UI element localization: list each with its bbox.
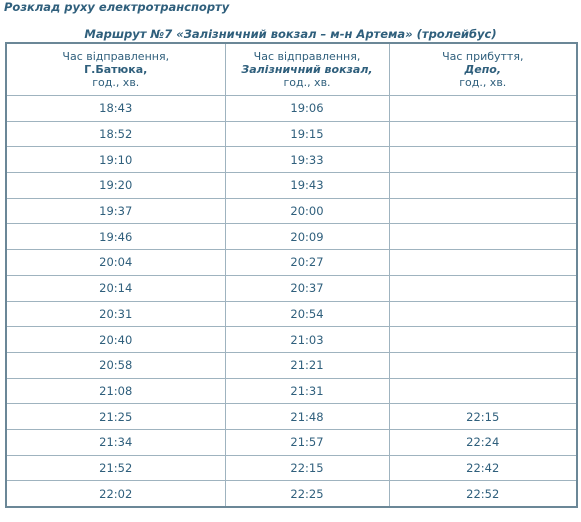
- cell-depot-arrival: 22:15: [389, 404, 577, 430]
- table-row: [6, 481, 577, 507]
- table-row: [6, 173, 577, 199]
- cell-batiuka-departure: 19:37: [6, 198, 225, 224]
- table-row: [6, 224, 577, 250]
- cell-batiuka-departure: 20:14: [6, 275, 225, 301]
- cell-batiuka-departure: 21:52: [6, 455, 225, 481]
- column-header-place: Депо,: [464, 63, 502, 76]
- column-header-label: Час відправлення,: [62, 50, 170, 63]
- table-row: [6, 198, 577, 224]
- cell-depot-arrival: [389, 96, 577, 122]
- cell-depot-arrival: [389, 378, 577, 404]
- cell-depot-arrival: 22:52: [389, 481, 577, 507]
- table-row: [6, 352, 577, 378]
- column-header-units: год., хв.: [92, 76, 140, 89]
- cell-depot-arrival: 22:42: [389, 455, 577, 481]
- cell-station-departure: 22:25: [225, 481, 389, 507]
- cell-batiuka-departure: 18:52: [6, 121, 225, 147]
- cell-depot-arrival: [389, 250, 577, 276]
- cell-station-departure: 20:37: [225, 275, 389, 301]
- cell-station-departure: 21:03: [225, 327, 389, 353]
- column-header-place: Залізничний вокзал,: [241, 63, 373, 76]
- table-row: [6, 96, 577, 122]
- table-row: [6, 327, 577, 353]
- cell-station-departure: 19:43: [225, 173, 389, 199]
- schedule-table: [5, 42, 578, 508]
- cell-station-departure: 19:15: [225, 121, 389, 147]
- cell-depot-arrival: [389, 275, 577, 301]
- cell-station-departure: 19:06: [225, 96, 389, 122]
- table-row: [6, 404, 577, 430]
- cell-batiuka-departure: 20:40: [6, 327, 225, 353]
- cell-batiuka-departure: 21:34: [6, 429, 225, 455]
- cell-station-departure: 20:09: [225, 224, 389, 250]
- cell-depot-arrival: [389, 121, 577, 147]
- cell-station-departure: 20:54: [225, 301, 389, 327]
- cell-batiuka-departure: 19:46: [6, 224, 225, 250]
- header-row: [6, 43, 577, 96]
- cell-batiuka-departure: 20:31: [6, 301, 225, 327]
- cell-batiuka-departure: 21:25: [6, 404, 225, 430]
- column-header-depot: [389, 43, 577, 96]
- cell-batiuka-departure: 22:02: [6, 481, 225, 507]
- cell-depot-arrival: [389, 173, 577, 199]
- cell-station-departure: 21:21: [225, 352, 389, 378]
- cell-depot-arrival: [389, 301, 577, 327]
- cell-batiuka-departure: 18:43: [6, 96, 225, 122]
- cell-station-departure: 19:33: [225, 147, 389, 173]
- cell-batiuka-departure: 20:58: [6, 352, 225, 378]
- cell-batiuka-departure: 20:04: [6, 250, 225, 276]
- table-row: [6, 250, 577, 276]
- column-header-place: Г.Батюка,: [84, 63, 148, 76]
- table-row: [6, 429, 577, 455]
- page-heading: Розклад руху електротранспорту: [4, 0, 230, 14]
- column-header-station: [225, 43, 389, 96]
- table-row: [6, 121, 577, 147]
- route-caption: Маршрут №7 «Залізничний вокзал – м-н Артема» (тролейбус): [84, 27, 497, 41]
- column-header-label: Час прибуття,: [442, 50, 524, 63]
- column-header-batiuka: [6, 43, 225, 96]
- table-row: [6, 147, 577, 173]
- cell-depot-arrival: 22:24: [389, 429, 577, 455]
- cell-depot-arrival: [389, 352, 577, 378]
- column-header-units: год., хв.: [283, 76, 331, 89]
- cell-station-departure: 20:00: [225, 198, 389, 224]
- column-header-label: Час відправлення,: [253, 50, 361, 63]
- cell-station-departure: 22:15: [225, 455, 389, 481]
- table-row: [6, 455, 577, 481]
- cell-depot-arrival: [389, 198, 577, 224]
- cell-batiuka-departure: 21:08: [6, 378, 225, 404]
- cell-station-departure: 20:27: [225, 250, 389, 276]
- cell-depot-arrival: [389, 327, 577, 353]
- column-header-units: год., хв.: [459, 76, 507, 89]
- cell-batiuka-departure: 19:10: [6, 147, 225, 173]
- cell-station-departure: 21:57: [225, 429, 389, 455]
- cell-depot-arrival: [389, 147, 577, 173]
- schedule-body: [6, 96, 577, 508]
- table-row: [6, 275, 577, 301]
- cell-station-departure: 21:31: [225, 378, 389, 404]
- table-row: [6, 378, 577, 404]
- cell-station-departure: 21:48: [225, 404, 389, 430]
- cell-depot-arrival: [389, 224, 577, 250]
- table-row: [6, 301, 577, 327]
- cell-batiuka-departure: 19:20: [6, 173, 225, 199]
